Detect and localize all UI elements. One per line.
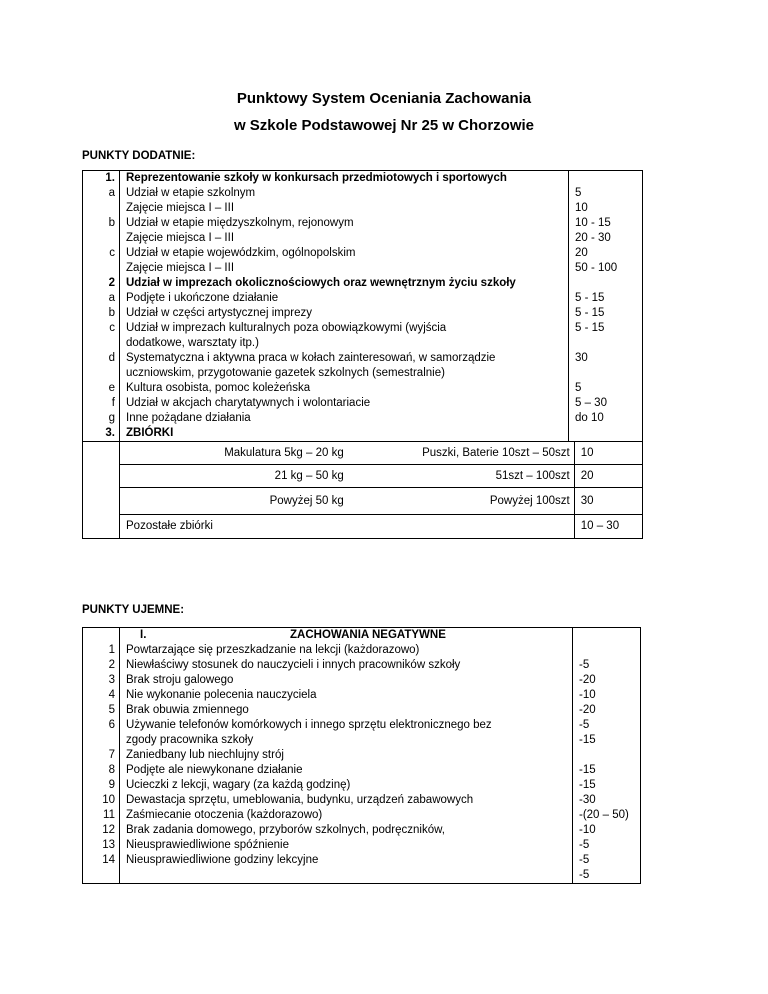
item-text: Udział w etapie szkolnym (126, 187, 256, 199)
item-number: 12 (102, 824, 115, 836)
item-letter: b (108, 307, 115, 319)
item-text: Udział w części artystycznej imprezy (126, 307, 312, 319)
collection-cans: 51szt – 100szt (495, 470, 570, 482)
item-letter: e (108, 382, 115, 394)
table-row (83, 628, 641, 884)
item-text: Kultura osobista, pomoc koleżeńska (126, 382, 311, 394)
group-title: ZACHOWANIA NEGATYWNE (290, 629, 446, 641)
item-letter: g (108, 412, 115, 424)
item-text: Brak zadania domowego, przyborów szkolnych, podręczników, (126, 824, 445, 836)
collection-cans: Powyżej 100szt (489, 495, 570, 507)
positive-points-table (82, 170, 643, 539)
points-value: 5 - 15 (575, 322, 605, 334)
table-row (83, 515, 643, 539)
section-title: ZBIÓRKI (126, 427, 174, 439)
item-text: dodatkowe, warsztaty itp.) (126, 337, 259, 349)
item-text: Brak stroju galowego (126, 674, 234, 686)
negative-points-cell (573, 628, 641, 884)
points-value: -5 (579, 854, 590, 866)
item-number: 4 (108, 689, 115, 701)
item-text: Inne pożądane działania (126, 412, 251, 424)
item-number: 14 (102, 854, 115, 866)
negative-points-heading: PUNKTY UJEMNE: (82, 604, 185, 616)
item-text: Zajęcie miejsca I – III (126, 232, 235, 244)
item-text: Nieusprawiedliwione spóźnienie (126, 839, 290, 851)
collection-paper: Powyżej 50 kg (269, 495, 344, 507)
item-letter: b (108, 217, 115, 229)
item-text: Dewastacja sprzętu, umeblowania, budynku, urządzeń zabawowych (126, 794, 474, 806)
points-value: 30 (574, 488, 642, 515)
collection-row (120, 465, 575, 488)
points-value: 20 - 30 (575, 232, 611, 244)
item-text: Zajęcie miejsca I – III (126, 202, 235, 214)
points-value: 5 - 15 (575, 307, 605, 319)
points-value: 5 (575, 187, 582, 199)
points-value: 20 (574, 465, 642, 488)
item-text: Nie wykonanie polecenia nauczyciela (126, 689, 317, 701)
item-text: Udział w etapie międzyszkolnym, rejonowym (126, 217, 354, 229)
item-text: Podjęte i ukończone działanie (126, 292, 279, 304)
item-text: Systematyczna i aktywna praca w kołach zainteresowań, w samorządzie (126, 352, 496, 364)
points-value: 10 (574, 442, 642, 465)
section-description-cell (120, 171, 643, 442)
points-value: -15 (579, 734, 596, 746)
section-number: 3. (105, 427, 115, 439)
table-row (83, 465, 643, 488)
item-text: uczniowskim, przygotowanie gazetek szkolnych (semestralnie) (126, 367, 445, 379)
points-value: -10 (579, 824, 596, 836)
table-row (83, 488, 643, 515)
item-number: 1 (108, 644, 115, 656)
item-text: Zajęcie miejsca I – III (126, 262, 235, 274)
group-header (126, 628, 568, 643)
document-title: Punktowy System Oceniania Zachowania (236, 90, 532, 107)
item-text: Udział w imprezach kulturalnych poza obowiązkowymi (wyjścia (126, 322, 447, 334)
item-text: Zaśmiecanie otoczenia (każdorazowo) (126, 809, 323, 821)
item-number: 7 (108, 749, 115, 761)
negative-points-table (82, 627, 641, 884)
item-letter: f (111, 397, 115, 409)
table-row (83, 442, 643, 465)
points-value: -5 (579, 869, 590, 881)
collection-cans: Puszki, Baterie 10szt – 50szt (422, 447, 570, 459)
other-collections-label: Pozostałe zbiórki (120, 515, 575, 539)
item-text: Ucieczki z lekcji, wagary (za każdą godzinę) (126, 779, 351, 791)
table-row (83, 171, 643, 442)
item-text: Używanie telefonów komórkowych i innego sprzętu elektronicznego bez (126, 719, 492, 731)
item-letter: c (109, 247, 115, 259)
points-value: 5 – 30 (575, 397, 607, 409)
item-letter: c (109, 322, 115, 334)
item-text: Niewłaściwy stosunek do nauczycieli i innych pracowników szkoły (126, 659, 461, 671)
points-value: 5 - 15 (575, 292, 605, 304)
section-number: 1. (105, 172, 115, 184)
item-letter: d (108, 352, 115, 364)
points-value: -15 (579, 764, 596, 776)
item-text: zgody pracownika szkoły (126, 734, 254, 746)
collection-row (120, 442, 575, 465)
item-text: Powtarzające się przeszkadzanie na lekcji (każdorazowo) (126, 644, 420, 656)
item-text: Podjęte ale niewykonane działanie (126, 764, 303, 776)
item-number: 3 (108, 674, 115, 686)
item-text: Nieusprawiedliwione godziny lekcyjne (126, 854, 319, 866)
points-value: do 10 (575, 412, 604, 424)
points-value: -20 (579, 674, 596, 686)
section-number: 2 (108, 277, 115, 289)
points-value: -15 (579, 779, 596, 791)
collection-paper: 21 kg – 50 kg (274, 470, 344, 482)
points-value: 10 – 30 (574, 515, 642, 539)
points-value: -5 (579, 719, 590, 731)
item-number: 13 (102, 839, 115, 851)
points-value: -20 (579, 704, 596, 716)
item-number: 6 (108, 719, 115, 731)
collection-paper: Makulatura 5kg – 20 kg (224, 447, 344, 459)
points-value: 10 (575, 202, 588, 214)
points-value: -5 (579, 839, 590, 851)
item-letter: a (108, 292, 115, 304)
item-text: Brak obuwia zmiennego (126, 704, 249, 716)
item-number: 11 (103, 809, 115, 821)
section-number-cell (83, 171, 120, 442)
points-value: 20 (575, 247, 588, 259)
item-text: Zaniedbany lub niechlujny strój (126, 749, 284, 761)
section-title: Reprezentowanie szkoły w konkursach przedmiotowych i sportowych (126, 172, 507, 184)
item-number-cell (83, 628, 120, 884)
group-number: I. (140, 629, 147, 641)
item-number: 10 (102, 794, 115, 806)
points-value: 50 - 100 (575, 262, 618, 274)
negative-description-cell (120, 628, 573, 884)
points-value: -5 (579, 659, 590, 671)
points-value: 10 - 15 (575, 217, 611, 229)
document-subtitle: w Szkole Podstawowej Nr 25 w Chorzowie (233, 117, 535, 134)
item-text: Udział w etapie wojewódzkim, ogólnopolskim (126, 247, 356, 259)
item-text: Udział w akcjach charytatywnych i wolontariacie (126, 397, 371, 409)
collection-row (120, 488, 575, 515)
points-value: -30 (579, 794, 596, 806)
section-title: Udział w imprezach okolicznościowych oraz wewnętrznym życiu szkoły (126, 277, 516, 289)
item-number: 9 (108, 779, 115, 791)
positive-points-heading: PUNKTY DODATNIE: (82, 150, 196, 162)
item-number: 2 (108, 659, 115, 671)
points-value: 5 (575, 382, 582, 394)
item-letter: a (108, 187, 115, 199)
item-number: 5 (108, 704, 115, 716)
points-value: 30 (575, 352, 588, 364)
points-value: -(20 – 50) (579, 809, 629, 821)
points-value: -10 (579, 689, 596, 701)
item-number: 8 (108, 764, 115, 776)
